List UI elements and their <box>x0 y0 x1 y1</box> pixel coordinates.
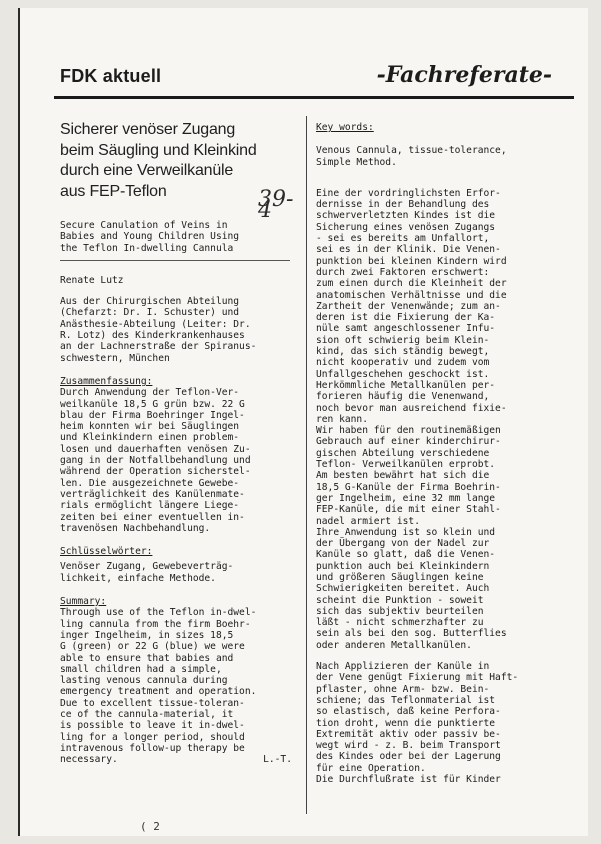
body-paragraph-4: Nach Applizieren der Kanüle in der Vene genügt Fixierung mit Haft- pflaster, ohne Arm- bzw. Bein- schiene; das Teflonmaterial ist so elastisch, daß keine Perfora- tion droht, wenn die punktierte Extremität aktiv oder passiv be- wegt wird - z. B. beim Transport des Kindes oder bei der Lagerung für eine Operation. <box>316 661 519 774</box>
keywords-en: Venous Cannula, tissue-tolerance, Simple Method. <box>316 145 507 168</box>
body-paragraph-3: Ihre Anwendung ist so klein und der Übergang von der Nadel zur Kanüle so glatt, daß die Venen- punktion auch bei Kleinkindern und größeren Säuglingen keine Schwierigkeiten bereitet. Auch scheint die Punktion - soweit sich das subjektiv beurteilen läßt - nicht schmerzhafter zu sein als bei den sog. Butterflies oder anderen Metallkanülen. <box>316 526 507 651</box>
body-paragraph-1: Eine der vordringlichsten Erfor- dernisse in der Behandlung des schwerverletzten Kindes ist die Sicherung eines venösen Zugangs - sei es bereits am Unfallort, sei es in der Klinik. Die Venen- punktion bei kleinen Kindern wird durch zwei Faktoren erschwert: zum einen durch die Kleinheit der anatomischen Verhältnisse und die Zartheit der Venenwände; zum an- deren ist die Fixierung der Ka- nüle samt angeschlossener Infu- sion oft schwierig beim Klein- kind, das sich ständig bewegt, nicht kooperativ und zudem vom Unfallgeschehen geschockt ist. Herkömmliche Metallkanülen per- forieren häufig die Venenwand, noch bevor man ausreichend fixie- ren kann. <box>316 187 507 425</box>
author: Renate Lutz <box>60 274 124 286</box>
header-section: -Fachreferate- <box>376 62 552 88</box>
keywords-en-heading: Key words: <box>316 122 374 133</box>
right-column <box>316 122 574 785</box>
keywords-de-heading: Schlüsselwörter: <box>60 546 153 558</box>
body-paragraph-5: Die Durchflußrate ist für Kinder <box>316 774 501 786</box>
summary-de-heading: Zusammenfassung: <box>60 375 153 387</box>
left-column <box>60 120 296 765</box>
column-divider <box>306 116 307 814</box>
handwritten-note: 39-4 <box>258 187 294 224</box>
body-paragraph-2: Wir haben für den routinemäßigen Gebrauch auf einer kinderchirur- gischen Abteilung verschiedene Teflon- Verweilkanülen erprobt. Am besten bewährt hat sich die 18,5 G-Kanüle der Firma Boehrin- ger Ingelheim, eine 32 mm lange FEP-Kanüle, die mit einer Stahl- nadel armiert ist. <box>316 425 501 527</box>
document-page <box>18 8 588 836</box>
summary-en: Through use of the Teflon in-dwel- ling cannula from the firm Boehr- inger Ingelheim, in sizes 18,5 G (green) or 22 G (blue) we were able to ensure that babies and small children had a simple, lasting venous cannula during emergency treatment and operation. Due to excellent tissue-toleran- ce of the cannula-material, it is possible to leave it in-dwel- ling for a longer period, should intravenous follow-up therapy be necessary. <box>60 607 257 766</box>
summary-en-block <box>60 607 296 765</box>
title-line-2: beim Säugling und Kleinkind <box>60 141 257 159</box>
title-line-4: aus FEP-Teflon <box>60 182 167 200</box>
page-header <box>20 8 588 96</box>
header-rule <box>54 96 574 99</box>
header-title: FDK aktuell <box>60 66 162 86</box>
title-rule <box>60 260 290 261</box>
page-mark: ( 2 <box>140 820 160 833</box>
title-line-1: Sicherer venöser Zugang <box>60 121 236 138</box>
title-line-3: durch eine Verweilkanüle <box>60 162 234 179</box>
keywords-de: Venöser Zugang, Gewebeverträg- lichkeit, einfache Methode. <box>60 561 234 584</box>
english-title: Secure Canulation of Veins in Babies and Young Children Using the Teflon In-dwelling Cannula <box>60 220 240 254</box>
summary-en-heading: Summary: <box>60 596 107 608</box>
affiliation: Aus der Chirurgischen Abteilung (Chefarzt: Dr. I. Schuster) und Anästhesie-Abteilung (Leiter: Dr. R. Lotz) des Kinderkrankenhauses an der Lachnerstraße der Spiranus- schwestern, München <box>60 296 257 364</box>
summary-de: Durch Anwendung der Teflon-Ver- weilkanüle 18,5 G grün bzw. 22 G blau der Firma Boehringer Ingel- heim konnten wir bei Säuglingen und Kleinkindern einen problem- losen und dauerhaften venösen Zu- gang in der Notfallbehandlung und während der Operation sicherstel- len. Die ausgezeichnete Gewebe- verträglichkeit des Kanülenmate- rials ermöglicht längere Liege- zeiten bei einer eventuellen in- travenösen Nachbehandlung. <box>60 387 251 534</box>
summary-signature: L.-T. <box>263 754 292 766</box>
